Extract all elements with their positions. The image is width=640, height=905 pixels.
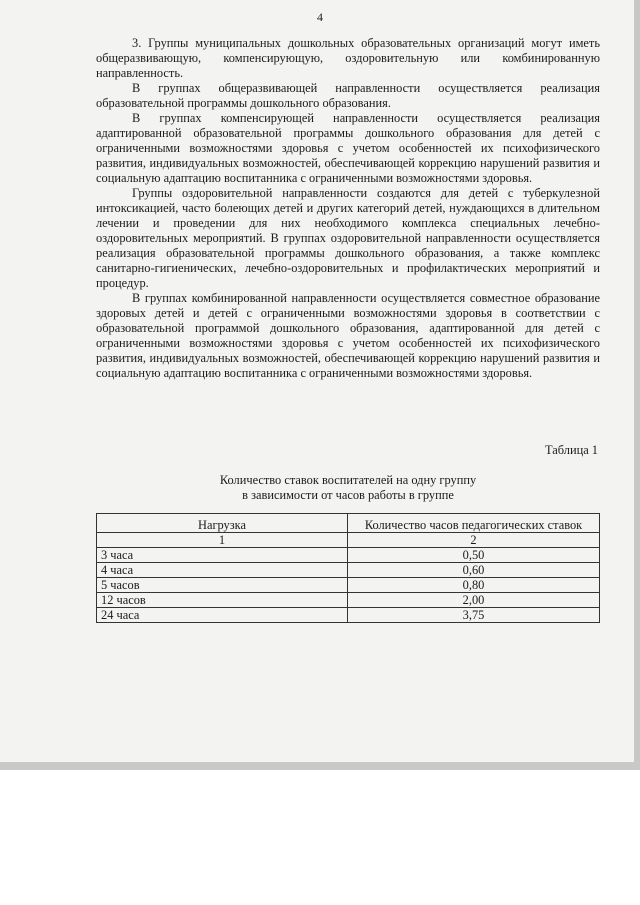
rates-table — [96, 513, 600, 623]
table-title-line-1: Количество ставок воспитателей на одну группу — [219, 473, 477, 487]
cell-rate: 0,80 — [348, 578, 600, 593]
cell-load: 12 часов — [97, 593, 348, 608]
cell-rate: 0,60 — [348, 563, 600, 578]
header-hours: Количество часов педагогических ставок — [348, 514, 600, 533]
paragraph-compensating-groups: В группах компенсирующей направленности осуществляется реализация адаптированной образовательной программы дошкольного образования для детей с ограниченными возможностями здоровья с учетом особенностей их психофизического развития, индивидуальных возможностей, обеспечивающей коррекцию нарушений развития и социальную адаптацию воспитанника с ограниченными возможностями здоровья. — [96, 111, 600, 185]
scan-edge — [0, 762, 640, 770]
cell-load: 5 часов — [97, 578, 348, 593]
table-row — [97, 608, 600, 623]
paragraph-general-groups: В группах общеразвивающей направленности осуществляется реализация образовательной программы дошкольного образования. — [96, 81, 600, 110]
paragraph-group-types: 3. Группы муниципальных дошкольных образовательных организаций могут иметь общеразвивающую, компенсирующую, оздоровительную или комбинированную направленность. — [96, 36, 600, 80]
table-title-line-2: в зависимости от часов работы в группе — [242, 488, 454, 502]
paragraph-health-groups: Группы оздоровительной направленности создаются для детей с туберкулезной интоксикацией, часто болеющих детей и других категорий детей, нуждающихся в длительном лечении и проведении для них необходимого комплекса специальных лечебно-оздоровительных мероприятий. В группах оздоровительной направленности осуществляется реализация образовательной программы дошкольного образования, а также комплекс санитарно-гигиенических, лечебно-оздоровительных и профилактических мероприятий и процедур. — [96, 186, 600, 290]
paragraph-combined-groups: В группах комбинированной направленности осуществляется совместное образование здоровых детей и детей с ограниченными возможностями здоровья в соответствии с образовательной программой дошкольного образования, адаптированной для детей с ограниченными возможностями здоровья с учетом особенностей их психофизического развития, индивидуальных возможностей, обеспечивающей коррекцию нарушений развития и социальную адаптацию воспитанника с ограниченными возможностями здоровья. — [96, 291, 600, 380]
table-row — [97, 593, 600, 608]
column-number-2: 2 — [348, 533, 600, 548]
table-row — [97, 578, 600, 593]
cell-rate: 3,75 — [348, 608, 600, 623]
table-row — [97, 563, 600, 578]
body-text — [96, 36, 600, 381]
cell-rate: 2,00 — [348, 593, 600, 608]
header-load: Нагрузка — [97, 514, 348, 533]
page-number: 4 — [317, 10, 323, 24]
cell-load: 3 часа — [97, 548, 348, 563]
table-title — [96, 473, 600, 503]
table-label: Таблица 1 — [545, 443, 598, 457]
cell-rate: 0,50 — [348, 548, 600, 563]
column-number-1: 1 — [97, 533, 348, 548]
table-column-numbers-row — [97, 533, 600, 548]
table-row — [97, 548, 600, 563]
table-header-row — [97, 514, 600, 533]
cell-load: 24 часа — [97, 608, 348, 623]
cell-load: 4 часа — [97, 563, 348, 578]
